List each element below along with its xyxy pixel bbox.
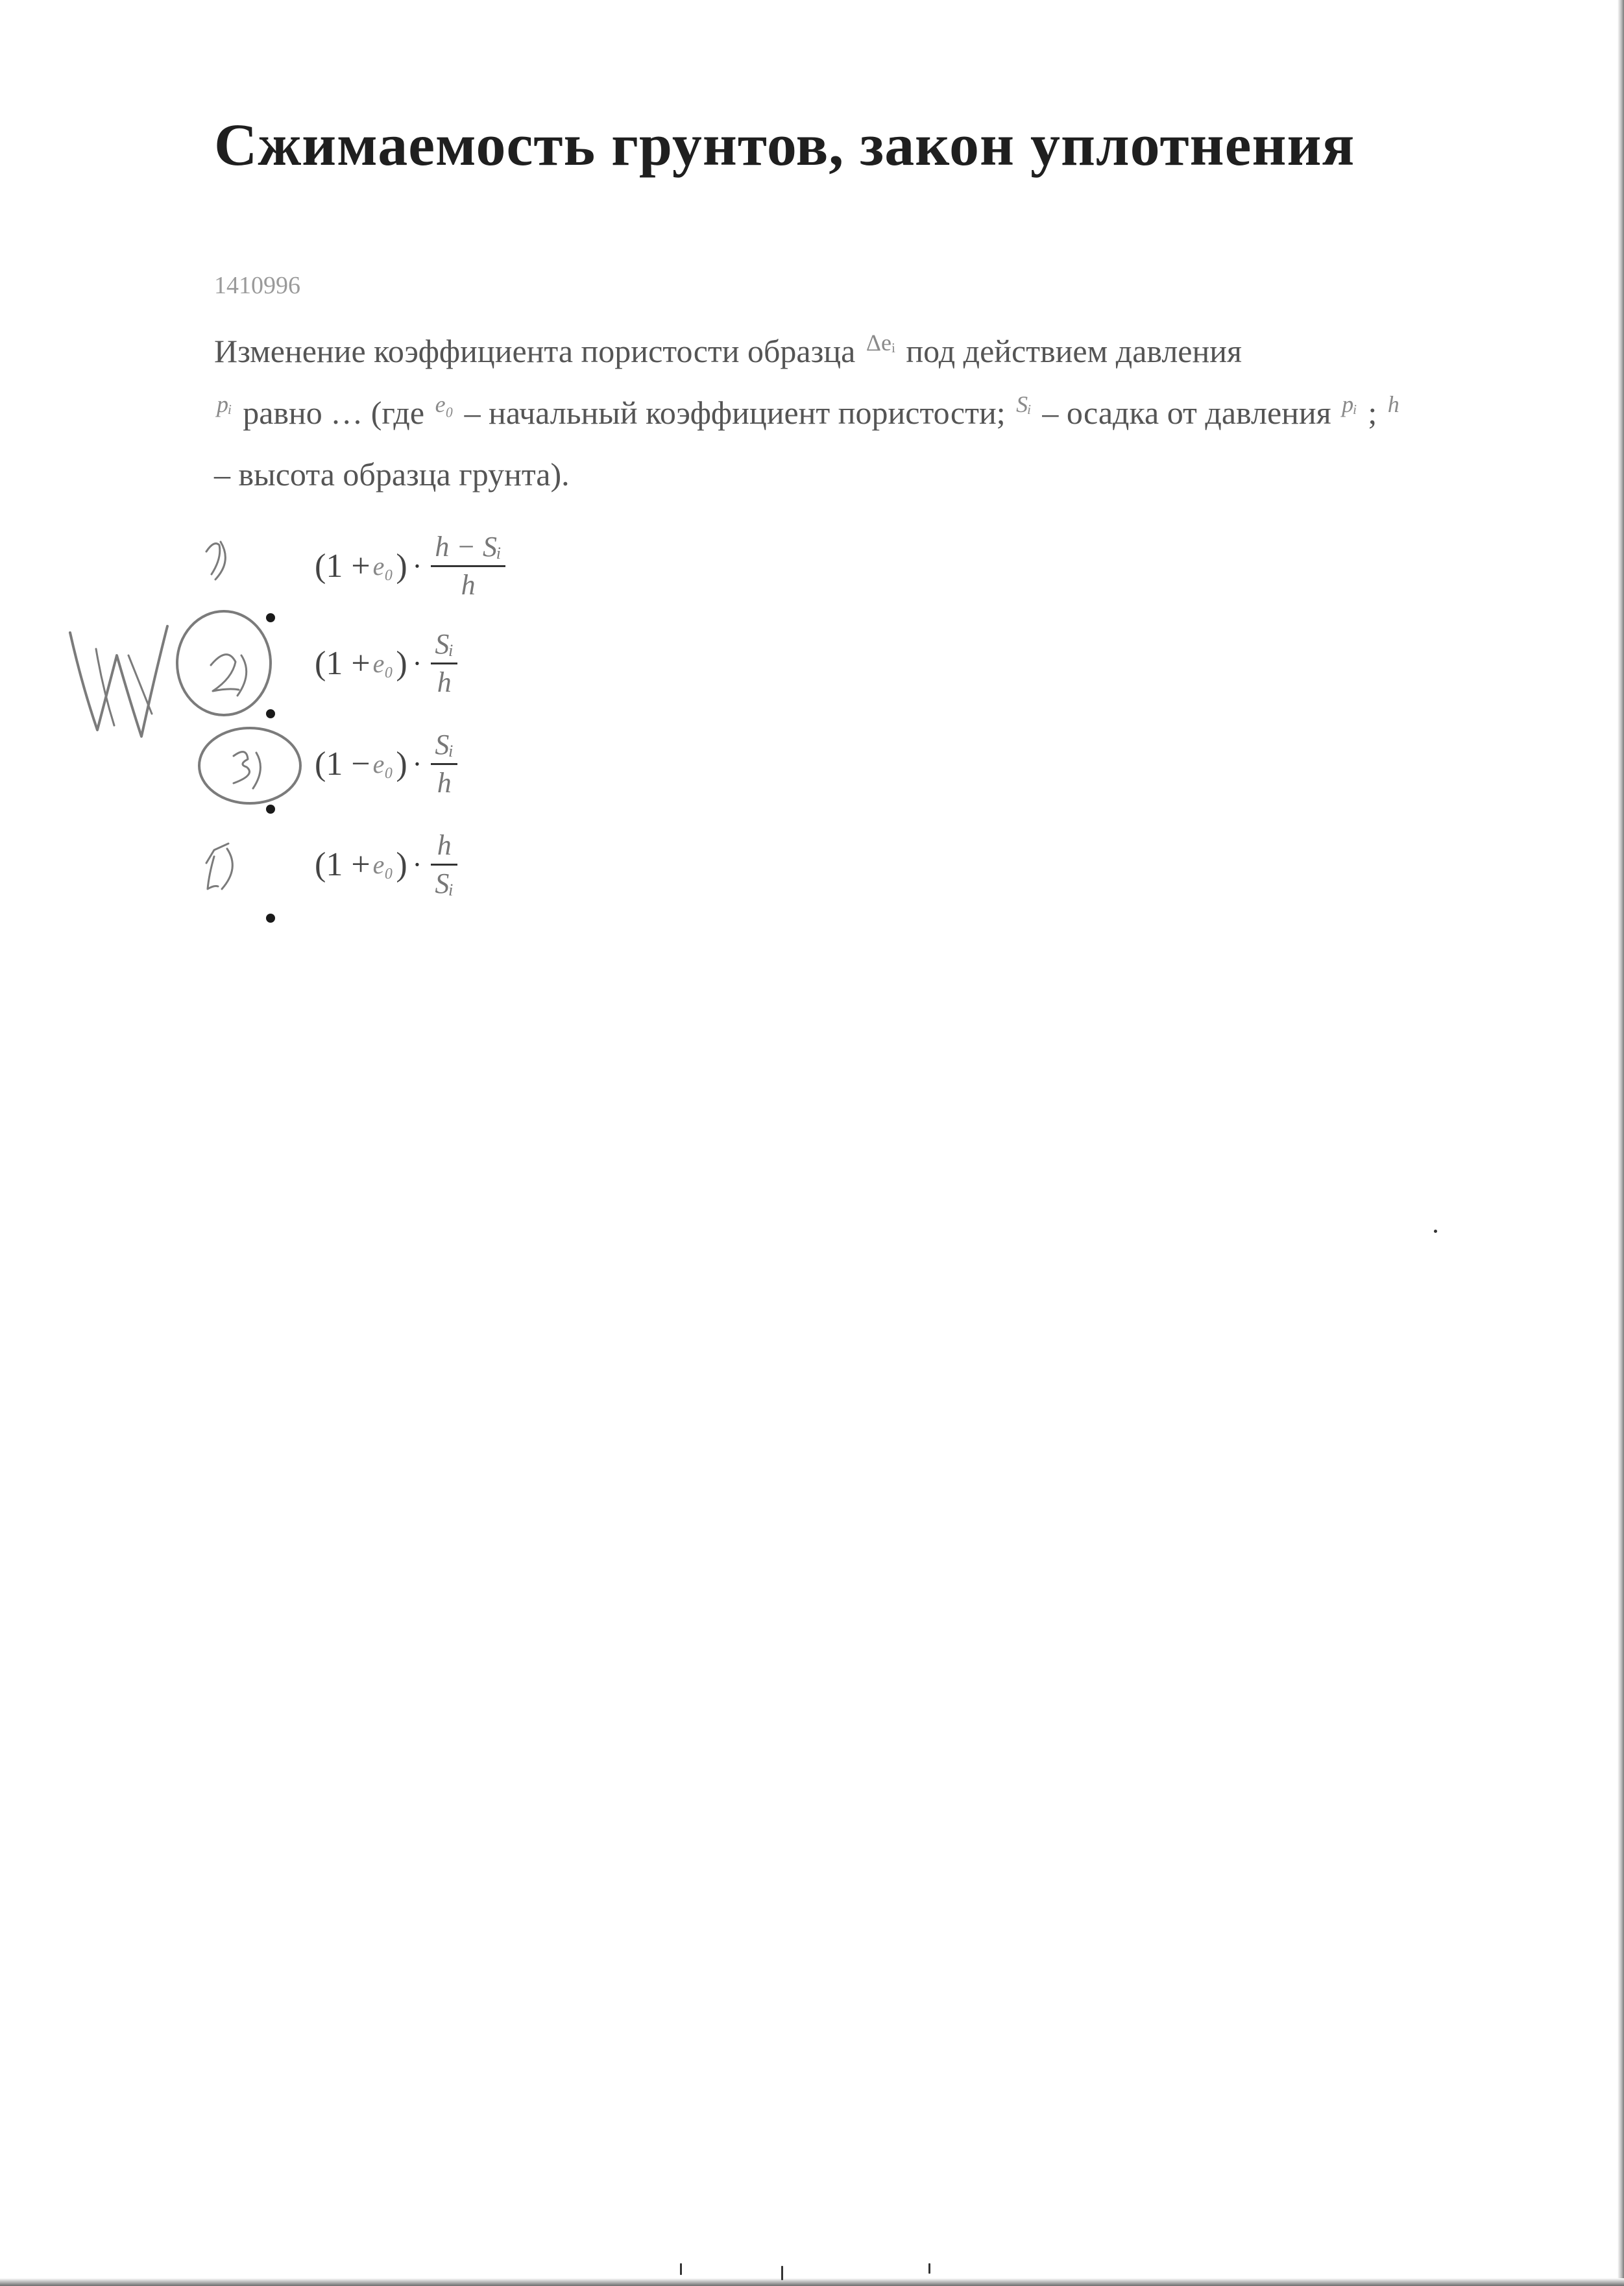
scan-speck: [1434, 1230, 1437, 1233]
symbol-p: pᵢ: [1342, 391, 1357, 417]
handwritten-initials: [70, 626, 167, 736]
symbol-p: pᵢ: [217, 391, 232, 417]
handwritten-circle-2: [177, 611, 271, 715]
fraction-denominator: h: [437, 666, 452, 698]
scan-speck: [680, 2263, 682, 2275]
fraction-numerator: Sᵢ: [435, 628, 454, 660]
question-text-part: – осадка от давления: [1042, 395, 1331, 431]
question-text-part: Изменение коэффициента пористости образца: [214, 333, 856, 369]
handwritten-number-4: [206, 844, 232, 889]
formula-left: (1 +: [315, 846, 370, 883]
handwritten-initials-strokes: [96, 649, 152, 725]
formula-right: ): [396, 645, 407, 682]
formula-right: ): [396, 548, 407, 585]
scan-speck: [781, 2266, 783, 2280]
handwritten-number-1: [206, 542, 225, 579]
question-id: 1410996: [214, 272, 300, 299]
formula-dot: ·: [412, 648, 422, 679]
handwritten-number-3: [234, 752, 260, 788]
symbol-s: Sᵢ: [1016, 391, 1032, 417]
question-text-part: – начальный коэффициент пористости;: [464, 395, 1006, 431]
symbol-e0: e₀: [435, 391, 454, 417]
symbol-h: h: [1387, 391, 1400, 417]
formula-dot: ·: [412, 849, 422, 881]
handwritten-circle-3: [199, 728, 300, 803]
formula-right: ): [396, 846, 407, 883]
formula-left: (1 +: [315, 645, 370, 682]
formula-left: (1 −: [315, 746, 370, 783]
formula-e0: e₀: [372, 850, 394, 879]
formula-e0: e₀: [372, 552, 394, 581]
formula-dot: ·: [412, 748, 422, 780]
fraction-denominator: h: [461, 569, 476, 601]
formula-left: (1 +: [315, 548, 370, 585]
question-text-part: под действием давления: [906, 333, 1242, 369]
fraction-numerator: Sᵢ: [435, 729, 454, 760]
question-text-part: – высота образца грунта).: [214, 456, 570, 492]
fraction-numerator: h: [437, 829, 452, 861]
fraction-denominator: Sᵢ: [435, 868, 454, 899]
formula-e0: e₀: [372, 649, 394, 678]
scan-speck: [928, 2263, 930, 2274]
formula-dot: ·: [412, 550, 422, 582]
symbol-delta-e: Δeᵢ: [866, 330, 895, 356]
page-title: Сжимаемость грунтов, закон уплотнения: [214, 112, 1355, 178]
fraction-numerator: h − Sᵢ: [435, 531, 502, 563]
fraction-denominator: h: [437, 767, 452, 799]
handwritten-number-2: [211, 655, 247, 696]
formula-e0: e₀: [372, 749, 394, 779]
question-text-part: равно … (где: [243, 395, 425, 431]
formula-right: ): [396, 746, 407, 783]
question-text-part: ;: [1368, 395, 1377, 431]
